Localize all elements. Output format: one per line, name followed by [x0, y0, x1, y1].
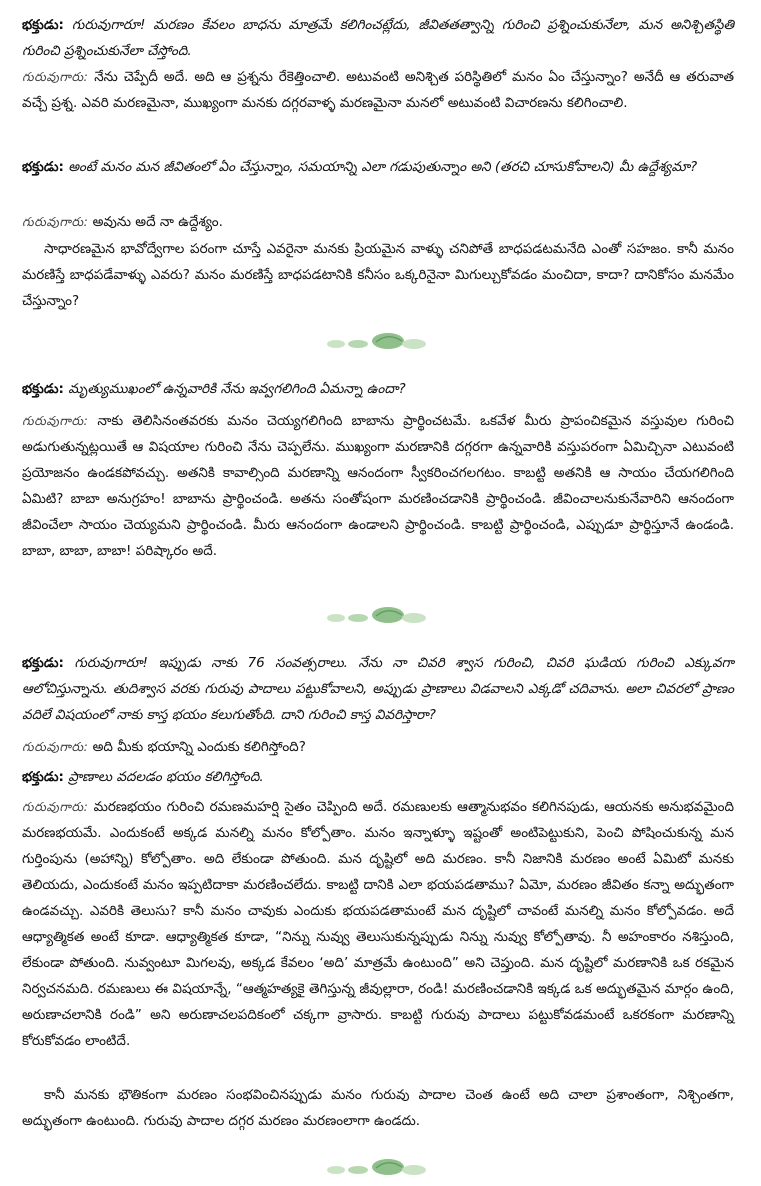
speaker-label-devotee: భక్తుడు:	[22, 769, 64, 785]
devotee-question	[22, 154, 734, 180]
speaker-label-guru: గురువుగారు:	[22, 69, 89, 84]
narrative-paragraph	[22, 1082, 734, 1134]
speaker-label-devotee: భక్తుడు:	[22, 381, 64, 397]
devotee-question	[22, 764, 734, 790]
answer-text: అది మీకు భయాన్ని ఎందుకు కలిగిస్తోంది?	[92, 739, 306, 755]
answer-text: నేను చెప్పేదీ అదే. అది ఆ ప్రశ్నను రేకెత్తించాలి. అటువంటి అనిశ్చిత పరిస్థితిలో మనం ఏం చేస్తున్నాం? అనేదీ ఆ తరువాత వచ్చే ప్రశ్న. ఎవరి మరణమైనా, ముఖ్యంగా మనకు దగ్గరవాళ్ళ మరణమైనా మనలో అటువంటి విచారణను కలిగించాలి.	[22, 69, 734, 111]
guru-answer	[22, 64, 734, 116]
question-text: అంటే మనం మన జీవితంలో ఏం చేస్తున్నాం, సమయాన్ని ఎలా గడుపుతున్నాం అని (తరచి చూసుకోవాలని) మీ ఉద్దేశ్యమా?	[68, 159, 698, 175]
devotee-question	[22, 12, 734, 64]
speaker-label-guru: గురువుగారు:	[22, 739, 89, 754]
paragraph-text: కానీ మనకు భౌతికంగా మరణం సంభవించినప్పుడు మనం గురువు పాదాల చెంత ఉంటే అది చాలా ప్రశాంతంగా, నిశ్చింతగా, అద్భుతంగా ఉంటుంది. గురువు పాదాల దగ్గర మరణం మరణంలాగా ఉండదు.	[22, 1087, 734, 1129]
question-text: గురువుగారూ! మరణం కేవలం బాధను మాత్రమే కలిగించట్లేదు, జీవితతత్వాన్ని గురించి ప్రశ్నించుకునేలా, మన అనిశ్చితస్థితి గురించి ప్రశ్నించుకునేలా చేస్తోంది.	[22, 17, 735, 59]
speaker-label-devotee: భక్తుడు:	[22, 159, 64, 175]
speaker-label-devotee: భక్తుడు:	[22, 17, 64, 33]
leaf-divider-icon	[322, 604, 432, 626]
question-text: మృత్యుముఖంలో ఉన్నవారికి నేను ఇవ్వగలిగింది ఏమన్నా ఉందా?	[68, 381, 406, 397]
devotee-question	[22, 376, 734, 402]
speaker-label-guru: గురువుగారు:	[22, 214, 89, 229]
leaf-divider-icon	[322, 1156, 432, 1178]
guru-answer	[22, 794, 734, 1054]
speaker-label-guru: గురువుగారు:	[22, 413, 89, 428]
question-text: ప్రాణాలు వదలడం భయం కలిగిస్తోంది.	[68, 769, 264, 785]
guru-answer	[22, 209, 734, 235]
guru-answer	[22, 408, 734, 564]
speaker-label-guru: గురువుగారు:	[22, 799, 89, 814]
speaker-label-devotee: భక్తుడు:	[22, 655, 64, 671]
answer-text: అవును అదే నా ఉద్దేశ్యం.	[92, 214, 223, 230]
devotee-question	[22, 650, 734, 728]
leaf-divider-icon	[322, 330, 432, 352]
paragraph-text: సాధారణమైన భావోద్వేగాల పరంగా చూస్తే ఎవరైనా మనకు ప్రియమైన వాళ్ళు చనిపోతే బాధపడటమనేది ఎంతో సహజం. కానీ మనం మరణిస్తే బాధపడేవాళ్ళు ఎవరు? మనం మరణిస్తే బాధపడటానికి కనీసం ఒక్కరినైనా మిగుల్చుకోవడం మంచిదా, కాదా? దానికోసం మనమేం చేస్తున్నాం?	[22, 241, 734, 309]
answer-text: నాకు తెలిసినంతవరకు మనం చెయ్యగలిగింది బాబాను ప్రార్థించటమే. ఒకవేళ మీరు ప్రాపంచికమైన వస్తువుల గురించి అడుగుతున్నట్లయితే ఆ విషయాల గురించి నేను చెప్పలేను. ముఖ్యంగా మరణానికి దగ్గరగా ఉన్నవారికి వస్తుపరంగా ఏమిచ్చినా ఎటువంటి ప్రయోజనం ఉండకపోవచ్చు. అతనికి కావాల్సింది మరణాన్ని ఆనందంగా స్వీకరించగలగటం. కాబట్టి అతనికి ఆ సాయం చేయగలిగింది ఏమిటి? బాబా అనుగ్రహం! బాబాను ప్రార్థించండి. అతను సంతోషంగా మరణించడానికి ప్రార్థించండి. జీవించాలనుకునేవారిని ఆనందంగా జీవించేలా సాయం చెయ్యమని ప్రార్థించండి. మీరు ఆనందంగా ఉండాలని ప్రార్థించండి. కాబట్టి ప్రార్థించండి, ఎప్పుడూ ప్రార్థిస్తూనే ఉండండి. బాబా, బాబా, బాబా! పరిష్కారం అదే.	[22, 413, 734, 559]
answer-text: మరణభయం గురించి రమణమహర్షి సైతం చెప్పింది అదే. రమణులకు ఆత్మానుభవం కలిగినపుడు, ఆయనకు అనుభవమైంది మరణభయమే. ఎందుకంటే అక్కడ మనల్ని మనం కోల్పోతాం. మనం ఇన్నాళ్ళూ ఇష్టంతో అంటిపెట్టుకుని, పెంచి పోషించుకున్న మన గుర్తింపును (అహాన్ని) కోల్పోతాం. అది లేకుండా పోతుంది. మన దృష్టిలో అది మరణం. కానీ నిజానికి మరణం అంటే ఏమిటో మనకు తెలియదు, ఎందుకంటే మనం ఇప్పటిదాకా మరణించలేదు. కాబట్టి దానికి ఎలా భయపడతాము? ఏమో, మరణం జీవితం కన్నా అద్భుతంగా ఉండవచ్చు. ఎవరికి తెలుసు? కానీ మనం చావుకు ఎందుకు భయపడతామంటే మన దృష్టిలో చావంటే మనల్ని మనం కోల్పోవడం. అదే ఆధ్యాత్మికత అంటే కూడా. ఆధ్యాత్మికత కూడా, “నిన్ను నువ్వు తెలుసుకున్నప్పుడు నిన్ను నువ్వు కోల్పోతావు. నీ అహంకారం నశిస్తుంది, లేకుండా పోతుంది. నువ్వంటూ మిగలవు, అక్కడ కేవలం ‘అది’ మాత్రమే ఉంటుంది” అని చెప్తుంది. మన దృష్టిలో మరణానికి ఒక రకమైన నిర్వచనమది. రమణులు ఈ విషయాన్నే, “ఆత్మహత్యకై తెగిస్తున్న జీవుల్లారా, రండి! మరణించడానికి ఇక్కడ ఒక అద్భుతమైన మార్గం ఉంది, అరుణాచలానికి రండి” అని అరుణాచలపదికంలో చక్కగా వ్రాసారు. కాబట్టి గురువు పాదాలు పట్టుకోవడమంటే ఒకరకంగా మరణాన్ని కోరుకోవడం లాంటిదే.	[22, 799, 735, 1049]
narrative-paragraph	[22, 236, 734, 314]
question-text: గురువుగారూ! ఇప్పుడు నాకు 76 సంవత్సరాలు. నేను నా చివరి శ్వాస గురించి, చివరి ఘడియ గురించి ఎక్కువగా ఆలోచిస్తున్నాను. తుదిశ్వాస వరకు గురువు పాదాలు పట్టుకోవాలని, అప్పుడు ప్రాణాలు విడవాలని ఎక్కడో చదివాను. అలా చివరలో ప్రాణం వదిలే విషయంలో నాకు కాస్త భయం కలుగుతోంది. దాని గురించి కాస్త వివరిస్తారా?	[22, 655, 734, 723]
guru-answer	[22, 734, 734, 760]
